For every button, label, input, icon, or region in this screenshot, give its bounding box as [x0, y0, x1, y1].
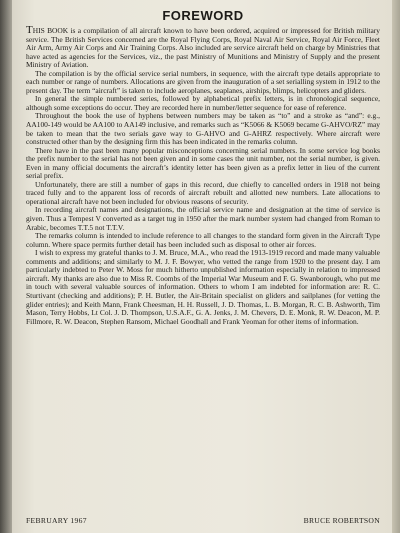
paragraph: In general the simple numbered series, followed by alphabetical prefix letters, is in chronological sequence, although some exceptions do occur. They are recorded here in number/letter sequence for ease of reference. — [26, 94, 380, 112]
paragraph: Unfortunately, there are still a number of gaps in this record, due chiefly to cancelled orders in 1918 not being traced fully and to the apparent loss of records of aircraft rebuilt and allotted new numbers. Late allocations to operational aircraft have not been included for obvious reasons of security. — [26, 179, 380, 206]
paragraph: Throughout the book the use of hyphens between numbers may be taken as “to” and a stroke as “and”: e.g., AA100-149 would be AA100 to AA149 inclusive, and remarks such as “K5066 & K5069 became G-AHVO/RZ” may be taken to mean that the two serials gave way to G-AHVO and G-AHRZ respectively. Where aircraft were constructed other than by the designing firm this has been indicated in the remarks column. — [26, 111, 380, 147]
paragraph: There have in the past been many popular misconceptions concerning serial numbers. In some service log books the prefix number to the serial has not been given and in some cases the unit number, not the serial number, is given. Even in many official documents the aircraft’s identity letter has been given as a prefix letter in lieu of the current serial prefix. — [26, 145, 380, 181]
foreword-body — [26, 26, 380, 326]
book-page — [12, 0, 392, 533]
page-title: FOREWORD — [162, 8, 244, 23]
author-name: BRUCE ROBERTSON — [303, 516, 380, 525]
signature-line — [26, 516, 380, 525]
foreword-date: FEBRUARY 1967 — [26, 516, 87, 525]
paragraph: In recording aircraft names and designations, the official service name and designation at the time of service is given. Thus a Tempest V converted as a target tug in 1950 after the mark number system had changed from Roman to Arabic, becomes T.T.5 not T.T.V. — [26, 205, 380, 232]
paragraph: The compilation is by the official service serial numbers, in sequence, with the aircraft type details appropriate to each number or range of numbers. Allocations are given from the inauguration of a set serialling system in 1912 to the present day. The term “aircraft” is taken to include aeroplanes, seaplanes, airships, blimps, helicopters and gliders. — [26, 68, 380, 95]
paragraph: I wish to express my grateful thanks to J. M. Bruce, M.A., who read the 1913-1919 record and made many valuable comments and additions; and similarly to M. J. F. Bowyer, who vetted the range from 1920 to the present day. I am particularly indebted to Peter W. Moss for much hitherto unpublished information especially in relation to impressed aircraft. My thanks are also due to Miss R. Coombs of the Imperial War Museum and F. G. Swanborough, who put me in touch with several valuable sources of information. Others to whom I am indebted for information are: R. C. Sturtivant (checking and additions); P. H. Butler, the Air-Britain specialist on gliders and sailplanes (for vetting the glider entries); and Keith Mann, Frank Cheesman, H. H. Russell, J. D. Thomas, L. B. Morgan, R. C. B. Ashworth, Tim Mason, Terry Hobbs, Lt Col. J. D. Thompson, U.S.A.F., G. A. Jenks, J. M. Chevers, D. E. Monk, R. W. Deacon, M. P. Fillmore, R. W. Deacon, Stephen Ransom, Michael Goodhall and Frank Yeoman for other items of information. — [26, 248, 380, 326]
paragraph: THIS BOOK is a compilation of all aircraft known to have been ordered, acquired or impressed for British military service. The British Services concerned are the Royal Flying Corps, Royal Naval Air Service, Royal Air Force, Fleet Air Arm, Army Air Corps and Air Training Corps. Also included are service aircraft held on charge by Ministries that have acted as agencies for the Services, viz., the past Ministry of Munitions and Ministry of Supply and the present Ministry of Aviation. — [26, 24, 380, 70]
paragraph: The remarks column is intended to include reference to all changes to the standard form given in the Aircraft Type column. Where space permits further detail has been included such as disposal to other air forces. — [26, 231, 380, 249]
